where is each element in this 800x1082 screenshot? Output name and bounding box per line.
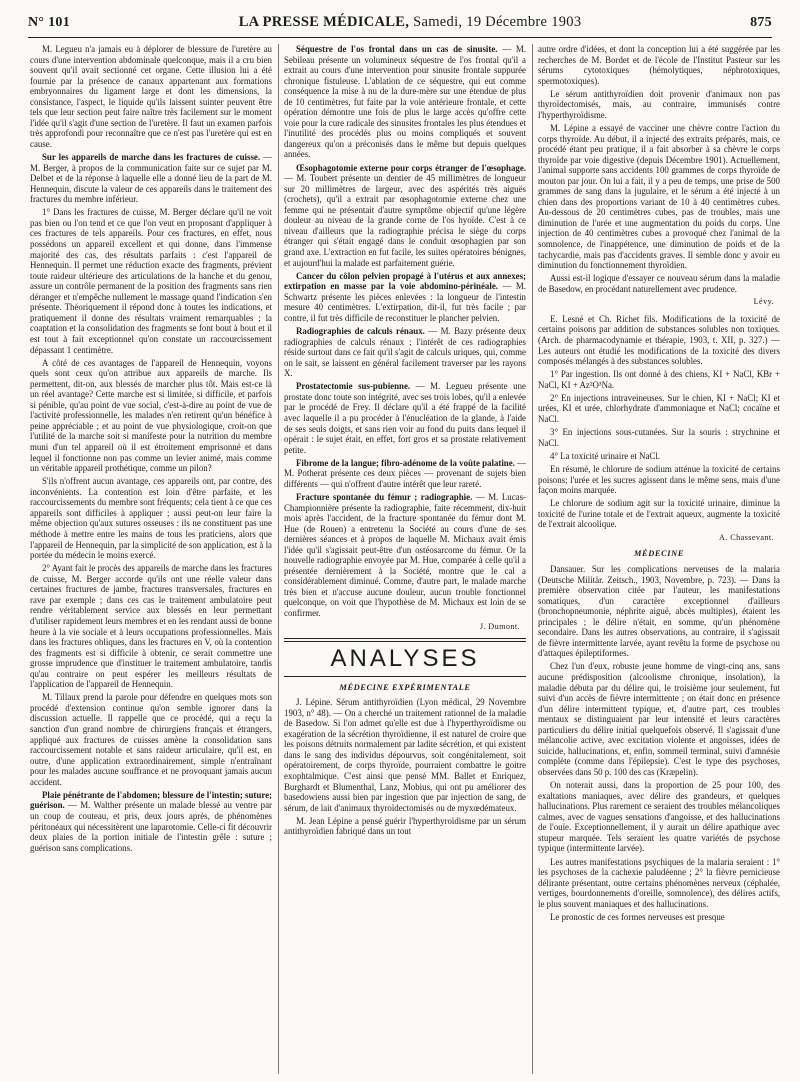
article-paragraph: autre ordre d'idées, et dont la conception lui a été suggérée par les recherches de M. Bordet et de l'école de l'Institut Pasteur sur les sérums cytotoxiques (hémolytiques, néphrotoxiques, spermotoxiques). [538, 44, 780, 86]
column-2-top [284, 44, 526, 632]
analyses-rule [284, 641, 526, 642]
article-heading: Séquestre de l'os frontal dans un cas de sinusite. [296, 44, 498, 54]
analyses-rule [284, 638, 526, 639]
article-text: — M. Schwartz présente les pièces enlevées : la longueur de l'intestin mesure 40 centimètres. L'extirpation, dit-il, fut très facile ; par contre, il fut très difficile de reconstituer le plancher pelvien. [284, 281, 526, 323]
article-paragraph [30, 790, 272, 853]
article-paragraph: E. Lesné et Ch. Richet fils. Modifications de la toxicité de certains poisons par addition de substances solubles non toxiques. (Arch. de pharmacodynamie et thérapie, 1903, t. XII, p. 327.) — Les auteurs ont étudié les modifications de la toxicité des divers composés mélangés à des substances solubles. [538, 313, 780, 367]
article-paragraph: M. Jean Lépine a pensé guérir l'hyperthyroïdisme par un sérum antithyroïdien fabriqué dans un tout [284, 815, 526, 837]
author-signature: J. Dumont. [479, 621, 520, 631]
page-header [28, 14, 772, 36]
article-text: — M. Legueu présente une prostate donc toute son intégrité, avec ses trois lobes, qu'il a enlevée par le procédé de Frey. Il déclare qu'il a été frappé de la facilité avec laquelle il a pu procéder à l'énucléation de la glande, à l'aide de ses seuls doigts, et sans rien voir au fond du puits dans lequel il opérait : le sujet était, en effet, fort gros et sa prostate relativement petite. [284, 381, 526, 455]
article-paragraph: 1° Par ingestion. Ils ont donné à des chiens, KI + NaCl, KBr + NaCl, KI + Az²O³Na. [538, 369, 780, 390]
masthead [239, 14, 582, 31]
article-paragraph: A côté de ces avantages de l'appareil de Hennequin, voyons quels sont ceux qu'on attribue aux appareils de marche. Ils permettent, dit-on, aux blessés de marcher plus tôt. Mais est-ce là un réel avantage? Cette marche est si limitée, si difficile, et parfois si pénible, qu'au point de vue social, c'est-à-dire au point de vue de l'activité professionnelle, les malades n'en retirent qu'un bénéfice à peine appréciable ; et au point de vue physiologique, croit-on que l'utilité de la marche soit si manifeste pour la nutrition du membre muni d'un tel appareil où il est étroitement emprisonné et dans lequel il fonctionne non pas comme un levier animé, mais comme un véritable appareil prothétique, comme un pilon? [30, 357, 272, 474]
article-paragraph: Le pronostic de ces formes nerveuses est presque [550, 911, 725, 922]
article-heading: Fibrome de la langue; fibro-adénome de la voûte palatine. [296, 457, 515, 468]
article-paragraph [30, 152, 272, 205]
article-paragraph: 4° La toxicité urinaire et NaCl. [550, 450, 661, 461]
column-3 [538, 44, 780, 1074]
article-text: — M. Sebileau présente un volumineux séquestre de l'os frontal qu'il a extrait au cours d'une intervention pour sinusite frontale suppurée chronique fistuleuse. L'ablation de ce séquestre, qui eut comme conséquence la mise à nu de la dure-mère sur une étendue de plus de 10 centimètres, fut faite par la voie antérieure frontale, et cette opération démontre une fois de plus le large accès qu'offre cette voie pour la cure radicale des sinusites frontales les plus étendues et l'inutilité des procédés plus ou moins compliqués et souvent dangereux qu'on a préconisés dans le même but depuis quelques années. [284, 44, 526, 160]
article-paragraph: 2° En injections intraveineuses. Sur le chien, KI + NaCl; KI et urées, KI et urée, chlorhydrate d'ammoniaque et NaCl; cocaïne et NaCl. [538, 392, 780, 425]
article-paragraph: Chez l'un d'eux, robuste jeune homme de vingt-cinq ans, sans aucune prédisposition (alcoolisme chronique, insolation), la maladie débuta par du délire qui, le troisième jour seulement, fut suivi d'un accès de fièvre intermittente ; on était donc en présence d'un délire intermittent typique, et, d'autre part, ces troubles mentaux se distinguaient par leur intensité et leurs caractères particuliers du délire initial quelquefois observé. Il s'agissait d'une mélancolie active, avec excitation violente et angoisses, idées de suicide, hallucinations, et, enfin, sommeil terminal, suivi d'amnésie complète (comme dans l'épilepsie). C'est le type des psychoses, observées dans 50 p. 100 des cas (Kræpelin). [538, 661, 780, 777]
article-paragraph: M. Tillaux prend la parole pour défendre en quelques mots son procédé d'extension continue qu'on semble ignorer dans la discussion actuelle. Il rappelle que ce procédé, qui a reçu la sanction d'un grand nombre de chirurgiens français et étrangers, appliqué aux fractures de cuisses amène la consolidation sans raccourcissement notable et sans raideur articulaire, qu'il est, en outre, d'une application extraordinairement, simple n'entraînant pour les malades aucune souffrance et ne provoquant jamais aucun accident. [30, 692, 272, 787]
article-heading: Sur les appareils de marche dans les fractures de cuisse. [42, 152, 261, 163]
article-paragraph [284, 381, 526, 455]
article-heading: Prostatectomie sus-pubienne. [296, 381, 411, 392]
article-paragraph: Dansauer. Sur les complications nerveuses de la malaria (Deutsche Militär. Zeitsch., 1903, Novembre, p. 723). — Dans la première observation citée par l'auteur, les manifestations somatiques, d'un caractère exceptionnel d'ailleurs (bronchopneumonie, néphrite aiguë, abcès multiples), étaient les principales ; le délire n'était, en somme, qu'un phénomène secondaire. Dans les autres observations, au contraire, il s'agissait de fièvre intermittente larvée, ayant revêtu la forme de psychose ou d'attaques épileptiformes. [538, 563, 780, 659]
article-paragraph [284, 326, 526, 379]
article-text: — M. Berger, à propos de la communication faite sur ce sujet par M. Delbet et de la réponse à laquelle elle a donné lieu de la part de M. Hennequin, discute la valeur de ces appareils dans le traitement des fractures du membre inférieur. [30, 152, 272, 205]
column-divider [278, 44, 279, 1074]
article-heading: Fracture spontanée du fémur ; radiographie. [296, 491, 473, 502]
header-rule [28, 37, 772, 38]
issue-number: N° 101 [28, 15, 71, 30]
article-paragraph: On noterait aussi, dans la proportion de 25 pour 100, des exaltations maniaques, avec délire des grandeurs, et quelques hallucinations. Plus rarement ce seraient des troubles mélancoliques calmes, avec de vagues sensations d'angoisse, et des hallucinations de l'ouïe. Exceptionnellement, il y aurait un délire apathique avec stupeur marquée. Tels seraient les quatre variétés de psychose typique (intermittente larvée). [538, 780, 780, 854]
article-text: — M. Bazy présente deux radiographies de calculs rénaux ; l'intérêt de ces radiographies réside surtout dans ce fait qu'il s'agit de calculs uriques, qui, comme on le sait, se laissent en général facilement traverser par les rayons X. [284, 326, 526, 379]
article-paragraph [284, 44, 526, 160]
article-heading: Cancer du côlon pelvien propagé à l'utérus et aux annexes; extirpation en masse par la voie abdomino-périnéale. [284, 270, 526, 292]
article-paragraph: M. Legueu n'a jamais eu à déplorer de blessure de l'uretère au cours d'une intervention abdominale quelconque, mais il a cru bien souvent qu'il avait sectionné cet organe. Cette illusion lui a été fournie par la présence de canaux appartenant aux formations embryonnaires du ligament large et dont les dimensions, la consistance, l'aspect, le liquide qu'ils laissent suinter peuvent être tels que leur section peut faire naître très facilement sur le moment l'idée qu'il s'agit d'une section de l'uretère. Il faut un examen parfois très approfondi pour reconnaître que ce n'est pas l'uretère qui est en cause. [30, 44, 272, 149]
article-paragraph: 2° Ayant fait le procès des appareils de marche dans les fractures de cuisse, M. Berger accorde qu'ils ont une réelle valeur dans certaines fractures de jambe, fractures transversales, fractures en rave par exemple ; dans ces cas le traitement ambulatoire peut rendre véritablement service aux blessés en leur permettant d'utiliser rapidement leurs membres et en les rendant aussi de bonne heure à la vie sociale et à leurs occupations professionnelles. Mais dans les fractures obliques, dans les fractures en V, où la contention des fragments est si difficile à obtenir, ce serait commettre une grosse imprudence que d'instituer le traitement ambulatoire, tandis qu'au contraire on peut espérer les meilleurs résultats de l'application de l'appareil de Hennequin. [30, 563, 272, 690]
article-heading: Œsophagotomie externe pour corps étranger de l'œsophage. [296, 162, 526, 173]
article-text: — M. Toubert présente un dentier de 45 millimètres de longueur sur 20 millimètres de largeur, avec des aspérités très aiguës (crochets), qu'il a extrait par œsophagotomie externe chez une femme qui ne présentait d'autre symptôme objectif qu'une légère douleur au niveau de la grande corne de l'os hyoïde. C'est à ce niveau d'ailleurs que la radiographie précisa le siège du corps étranger qui s'était engagé dans le conduit œsophagien par son grand axe. L'extraction en fut facile, les suites opératoires bénignes, et aujourd'hui la malade est parfaitement guérie. [284, 173, 526, 268]
article-paragraph: 3° En injections sous-cutanées. Sur la souris : strychnine et NaCl. [538, 427, 780, 448]
article-paragraph [284, 271, 526, 324]
article-paragraph: S'ils n'offrent aucun avantage, ces appareils ont, par contre, des inconvénients. La contention est loin d'être parfaite, et les raccourcissements du membre sont fréquents; cela tient à ce que ces appareils sont difficiles à appliquer ; aussi peut-on leur faire la même objection qu'aux sutures osseuses : ils ne constituent pas une méthode à mettre entre les mains de tous les praticiens, alors que l'appareil de Hennequin, par la simplicité de son application, est à la portée du médecin le moins exercé. [30, 476, 272, 561]
author-signature: A. Chassevant. [719, 532, 774, 542]
article-paragraph: Le chlorure de sodium agit sur la toxicité urinaire, diminue la toxicité de l'urine totale et de l'extrait aqueux, augmente la toxicité de l'extrait alcoolique. [538, 498, 780, 530]
article-paragraph: Aussi est-il logique d'essayer ce nouveau sérum dans la maladie de Basedow, en procédant naturellement avec prudence. [538, 273, 780, 294]
article-text: — M. Walther présente un malade blessé au ventre par un coup de couteau, et pris, deux jours après, de phénomènes péritonéaux qui nécessitèrent une laparotomie. Celle-ci fit découvrir deux plaies de la portion initiale de l'intestin grêle : suture ; guérison sans complications. [30, 800, 272, 853]
article-text: — M. Potherat présente ces deux pièces — provenant de sujets bien différents — qui n'offrent d'autre intérêt que leur rareté. [284, 457, 526, 489]
column-2 [284, 44, 526, 1074]
section-heading: MÉDECINE EXPÉRIMENTALE [339, 682, 471, 692]
column-1 [30, 44, 272, 1074]
article-paragraph [284, 492, 526, 619]
page-number: 875 [750, 15, 772, 30]
analyses-rule [284, 676, 526, 677]
article-heading: Radiographies de calculs rénaux. [296, 326, 425, 336]
article-paragraph: En résumé, le chlorure de sodium atténue la toxicité de certains poisons; l'urée et les sucres agissent dans le même sens, mais d'une façon moins marquée. [538, 463, 780, 496]
column-2-bottom [284, 697, 526, 837]
analyses-heading: ANALYSES [330, 644, 480, 672]
article-paragraph: 1° Dans les fractures de cuisse, M. Berger déclare qu'il ne voit pas bien ou l'on tend et ce que l'on veut en proposant d'appliquer à ces fractures de tels appareils. Pour ces fractures, en effet, nous possédons un appareil excellent et qui donne, dans l'immense majorité des cas, des résultats parfaits : c'est l'appareil de Hennequin. Il permet une réduction exacte des fragments, prévient toute raideur ultérieure des articulations de la hanche et du genou, assure un contrôle permanent de la position des fragments sans rien déranger et n'empêche nullement le massage quand l'indication s'en présente. Théoriquement il répond donc à toutes les indications, et pratiquement il donne des résultats vraiment remarquables ; la coaptation et la consolidation des fragments se font bout à bout et il est tout à fait exceptionnel qu'on constate un raccourcissement dépassant 1 centimètre. [30, 207, 272, 355]
journal-title: LA PRESSE MÉDICALE, [238, 14, 410, 30]
article-paragraph: J. Lépine. Sérum antithyroïdien (Lyon médical, 29 Novembre 1903, n° 48). — On a cherché un traitement rationnel de la maladie de Basedow. Si l'on admet qu'elle est due à l'hyperthyroïdisme ou exagération de la sécrétion thyroïdienne, il est naturel de croire que les poisons détruits normalement par ladite sécrétion, et qui existent dans le sang des individus dépourvus, soit congénitalement, soit opératoirement, de corps thyroïde, pourraient combattre le goitre exophtalmique. C'est ainsi que pensé MM. Ballet et Enriquez, Burghardt et Blumenthal, Lanz, Mobius, qui ont pu améliorer des basedowiens aussi bien par ingestion que par injection de sang, de sérum, de lait d'animaux thyroïdectomisés ou de myxœdémateux. [284, 697, 526, 813]
article-text: — M. Lucas-Championnière présente la radiographie, faite récemment, dix-huit mois après l'accident, de la fracture spontanée du fémur dont M. Hue (de Rouen) a entretenu la Société au cours d'une de ses dernières séances et à propos de laquelle M. Michaux avait émis l'idée qu'il s'agissait peut-être d'un ostéosarcome du fémur. Or la nouvelle radiographie envoyée par M. Hue, comparée à celle qu'il a présentée dernièrement à la Société, montre que le cal a considérablement diminué. Comme, d'autre part, le malade marche très bien et n'accuse aucune douleur, aucun trouble fonctionnel quelconque, on voit que l'hypothèse de M. Michaux est loin de se confirmer. [284, 491, 526, 618]
article-paragraph [284, 163, 526, 268]
article-heading: Plaie pénétrante de l'abdomen; blessure de l'intestin; suture; guérison. [30, 789, 272, 811]
article-paragraph: M. Lépine a essayé de vacciner une chèvre contre l'action du corps thyroïde. Au début, il a injecté des extraits préparés, mais, ce procédé étant peu pratique, il a fait absorber à sa chèvre le corps thyroïde par voie digestive (depuis Décembre 1901). Actuellement, l'animal supporte sans accidents 100 grammes de corps thyroïde de mouton par jour. On lui a fait, il y a peu de temps, une prise de 500 grammes de sang dans la jugulaire, et le sérum a été injecté à un chien dans des proportions variant de 10 à 40 centimètres cubes. Au-dessous de 20 centimètres cubes, pas de troubles, mais une diminution de l'urée et une augmentation du poids du corps. Une injection de 40 centimètres cubes a provoqué chez l'animal de la somnolence, de l'inappétence, une diminution de poids et de la tachycardie, mais pas d'accidents graves. Il semble donc y avoir eu diminution du fonctionnement thyroïdien. [538, 123, 780, 271]
author-signature: Lévy. [753, 297, 774, 307]
section-heading: MÉDECINE [634, 549, 684, 559]
issue-date: Samedi, 19 Décembre 1903 [413, 14, 582, 30]
column-divider [532, 44, 533, 1074]
article-paragraph: Les autres manifestations psychiques de la malaria seraient : 1° les psychoses de la cachexie paludéenne ; 2° la fièvre pernicieuse délirante présentant, outre certains phénomènes nerveux (céphalée, vertiges, bourdonnements d'oreille, somnolence), des délires actifs, le plus souvent maniaques et des hallucinations. [538, 856, 780, 909]
article-paragraph [284, 458, 526, 490]
article-paragraph: Le sérum antithyroïdien doit provenir d'animaux non pas thyroïdectomisés, mais, au contraire, immunisés contre l'hyperthyroïdisme. [538, 88, 780, 120]
